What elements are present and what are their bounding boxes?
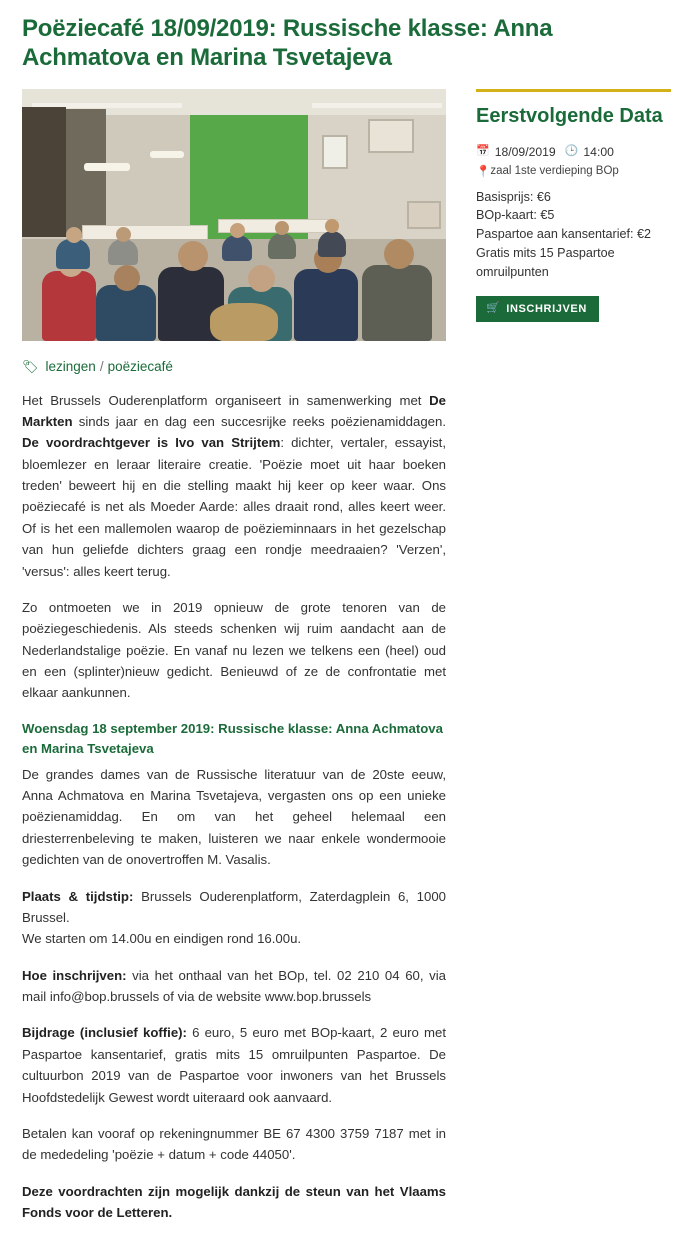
article-fee-block bbox=[22, 1022, 446, 1108]
article-subheading: Woensdag 18 september 2019: Russische klasse: Anna Achmatova en Marina Tsvetajeva bbox=[22, 720, 443, 757]
place-text: Brussels Ouderenplatform, Zaterdagplein 6, 1000 Brussel. bbox=[22, 888, 446, 925]
sidebar bbox=[476, 89, 671, 322]
place-line-2: We starten om 14.00u en eindigen rond 16.00u. bbox=[22, 931, 302, 947]
fee-text: 6 euro, 5 euro met BOp-kaart, 2 euro met Paspartoe kansentarief, gratis mits 15 omruilpunten Paspartoe. De cultuurbon 2019 van de Paspartoe voor inwoners van het Brussels Hoofdstedelijk Gewest wordt uiteraard ook aanvaard. bbox=[22, 1025, 446, 1105]
fee-label: Bijdrage (inclusief koffie): bbox=[22, 1025, 187, 1041]
paragraph-2-text: Zo ontmoeten we in 2019 opnieuw de grote tenoren van de poëziegeschiedenis. Als steeds schenken wij ruim aandacht aan de Nederlandstalige poëzie. En vanaf nu lezen we telkens een (heel) oud en een (splinter)nieuw gedicht. Benieuwd of ze de confrontatie met elkaar aankunnen. bbox=[22, 599, 446, 701]
sidebar-location bbox=[476, 164, 671, 178]
sidebar-date: 18/09/2019 bbox=[494, 144, 556, 159]
page-title: Poëziecafé 18/09/2019: Russische klasse: Anna Achmatova en Marina Tsvetajeva bbox=[22, 15, 553, 72]
main-content-column bbox=[22, 89, 446, 1239]
map-pin-icon: 📍 bbox=[476, 165, 491, 178]
tag-link-lezingen[interactable]: lezingen bbox=[45, 358, 96, 374]
place-label: Plaats & tijdstip: bbox=[22, 888, 134, 904]
sidebar-title: Eerstvolgende Data bbox=[476, 104, 663, 127]
signup-button[interactable] bbox=[476, 296, 599, 322]
price-line-2: BOp-kaart: €5 bbox=[476, 208, 555, 223]
event-photo bbox=[22, 89, 446, 341]
sidebar-location-text: zaal 1ste verdieping BOp bbox=[490, 164, 619, 177]
tag-separator: / bbox=[99, 358, 104, 374]
sidebar-datetime bbox=[476, 145, 671, 159]
event-photo-image bbox=[22, 89, 446, 341]
signup-button-label: INSCHRIJVEN bbox=[506, 302, 587, 315]
price-line-3: Paspartoe aan kansentarief: €2 bbox=[476, 227, 652, 242]
price-line-4: Gratis mits 15 Paspartoe omruilpunten bbox=[476, 246, 615, 280]
article-paragraph-1 bbox=[22, 390, 446, 582]
article-paragraph-3 bbox=[22, 764, 446, 871]
paragraph-3-text: De grandes dames van de Russische literatuur van de 20ste eeuw, Anna Achmatova en Marina Tsvetajeva, vergasten ons op een unieke poëzienamiddag. En om van het geheel helemaal een driesterrenbeleving te maken, luisteren we naar enkele wondermooie gedichten van de onovertroffen M. Vasalis. bbox=[22, 766, 446, 868]
article-place-block bbox=[22, 886, 446, 950]
article-footer-note bbox=[22, 1181, 446, 1224]
clock-icon: 🕒 bbox=[564, 145, 579, 158]
payment-text: Betalen kan vooraf op rekeningnummer BE 67 4300 3759 7187 met in de mededeling 'poëzie + datum + code 44050'. bbox=[22, 1125, 446, 1163]
article-signup-block bbox=[22, 965, 446, 1008]
photo-scene bbox=[22, 89, 446, 341]
sidebar-divider bbox=[476, 89, 671, 92]
tag-icon: 🏷 bbox=[22, 358, 39, 374]
article-paragraph-2 bbox=[22, 597, 446, 704]
tag-row bbox=[22, 359, 446, 374]
price-line-1: Basisprijs: €6 bbox=[476, 189, 551, 204]
signup-text: via het onthaal van het BOp, tel. 02 210 04 60, via mail info@bop.brussels of via de website www.bop.brussels bbox=[22, 967, 446, 1005]
signup-label: Hoe inschrijven: bbox=[22, 967, 127, 983]
footer-note-text: Deze voordrachten zijn mogelijk dankzij de steun van het Vlaams Fonds voor de Letteren. bbox=[22, 1183, 446, 1221]
tag-link-poeziecafe[interactable]: poëziecafé bbox=[107, 358, 173, 374]
calendar-icon: 📅 bbox=[476, 145, 490, 158]
article-payment-block bbox=[22, 1123, 446, 1166]
cart-icon: 🛒 bbox=[486, 302, 501, 315]
sidebar-time: 14:00 bbox=[583, 144, 614, 159]
sidebar-prices bbox=[476, 188, 671, 282]
content-columns bbox=[22, 89, 671, 1239]
paragraph-1-text: Het Brussels Ouderenplatform organiseert in samenwerking met De Markten sinds jaar en dag een succesrijke reeks poëzienamiddagen. De voordrachtgever is Ivo van Strijtem: dichter, vertaler, essayist, bloemlezer en leraar literaire creatie. 'Poëzie moet uit haar boeken treden' beweert hij en die stelling maakt hij keer op keer waar. Ons poëziecafé is net als Moeder Aarde: alles draait rond, alles keert weer. Of is het een mallemolen waarop de poëzieminnaars in het gezelschap van hun geliefde dichters graag een rondje meedraaien? 'Verzen', 'versus': alles keert terug. bbox=[22, 392, 447, 579]
